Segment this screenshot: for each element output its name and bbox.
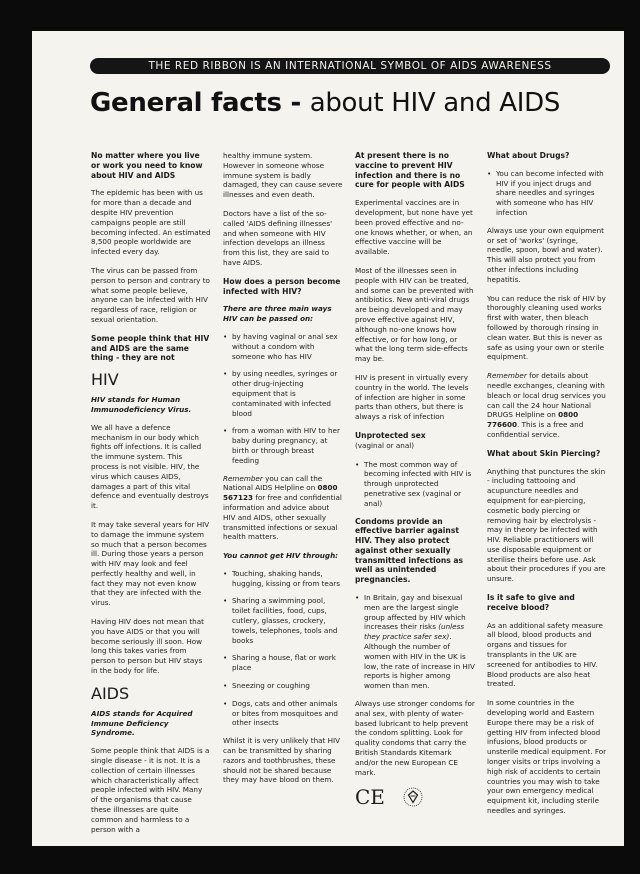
aids-definition: AIDS stands for Acquired Immune Deficiency Syndrome.: [91, 708, 193, 738]
list-item: [355, 593, 475, 691]
myth-heading: Some people think that HIV and AIDS are the same thing - they are not: [91, 333, 210, 363]
hiv-heading: HIV: [91, 370, 119, 390]
cannot-subheading: You cannot get HIV through:: [223, 551, 339, 561]
ce-mark-icon: CE: [355, 785, 385, 810]
column-1: [91, 151, 211, 841]
helpline-text-end: for free and confidential information and advice about HIV and AIDS, other sexually transmitted infections or sexual health matters.: [223, 493, 342, 542]
intro-paragraph-2: The virus can be passed from person to person and contrary to what some people believe, anyone can be infected with HIV regardless of race, religion or sexual orientation.: [91, 265, 210, 324]
list-item: • Sharing a swimming pool, toilet facilities, food, cups, cutlery, glasses, crockery, towels, telephones, tools and books: [223, 596, 343, 645]
list-item: • Sharing a house, flat or work place: [223, 653, 343, 673]
list-item: • The most common way of becoming infected with HIV is through unprotected penetrative sex (vaginal or anal): [355, 460, 475, 509]
drugs-heading: What about Drugs?: [487, 151, 570, 160]
title-thin: about HIV and AIDS: [309, 88, 561, 118]
unprotected-list: [355, 460, 475, 509]
transmission-heading: How does a person become infected with HIV?: [223, 276, 341, 296]
helpline-text-end: . This is a free and confidential service.: [487, 420, 584, 439]
drugs-list: [487, 169, 607, 218]
certification-marks: [355, 786, 475, 808]
aids-paragraph-1: Some people think that AIDS is a single disease - it is not. It is a collection of certain illnesses which characteristically affect people infected with HIV. Many of the organisms that cause these illnesses are quite common and harmless to a person with a: [91, 746, 210, 834]
treatment-paragraph: Most of the illnesses seen in people with HIV can be treated, and some can be prevented with antibiotics. New anti-viral drugs are being developed and may prove effective against HIV, although no-one knows how effective, or for how long, or what the long term side-effects may be.: [355, 265, 474, 364]
list-item: • Touching, shaking hands, hugging, kissing or from tears: [223, 569, 343, 589]
blood-heading: Is it safe to give and receive blood?: [487, 593, 575, 612]
helpline-text: you can call the National AIDS Helpline on: [223, 473, 323, 493]
column-3: [355, 151, 475, 841]
page-title: [90, 85, 610, 121]
list-item: • from a woman with HIV to her baby during pregnancy, at birth or through breast feeding: [223, 426, 343, 465]
condom-advice-paragraph: Always use stronger condoms for anal sex, with plenty of water-based lubricant to help prevent the condom splitting. Look for quality condoms that carry the British Standards Kitemark and/or the new European CE mark.: [355, 699, 475, 777]
transmission-list: [223, 332, 343, 466]
britain-text: In Britain, gay and bisexual men are the largest single group affected by HIV which increases their risks: [364, 593, 466, 632]
leaflet-page: [32, 31, 624, 846]
helpline-text: for details about needle exchanges, cleaning with bleach or local drug services you can call the 24 hour National DRUGS Helpline on: [487, 371, 606, 420]
intro-heading: No matter where you live or work you need to know about HIV and AIDS: [91, 151, 203, 180]
list-item: • by having vaginal or anal sex without a condom with someone who has HIV: [223, 332, 343, 361]
list-item: • Sneezing or coughing: [223, 681, 343, 691]
aids-helpline-paragraph: [223, 474, 343, 543]
column-2: [223, 151, 343, 841]
remember-label: Remember: [223, 473, 263, 483]
hiv-paragraph-2: It may take several years for HIV to damage the immune system so much that a person becomes ill. During those years a person with HIV may look and feel perfectly healthy and well, in fact they may not even know that they are infected with the virus.: [91, 519, 210, 608]
remember-label: Remember: [487, 371, 527, 381]
cannot-list: [223, 569, 343, 728]
piercing-heading: What about Skin Piercing?: [487, 448, 601, 458]
own-equipment-paragraph: Always use your own equipment or set of 'works' (syringe, needle, spoon, bowl and water). This will also protect you from other infections including hepatitis.: [487, 225, 604, 284]
travel-paragraph: In some countries in the developing world and Eastern Europe there may be a risk of getting HIV from infected blood infusions, blood products or unsterile medical equipment. For longer visits or trips involving a high risk of accidents to certain countries you may wish to take your own emergency medical equipment kit, including sterile needles and syringes.: [487, 698, 607, 816]
kitemark-icon: [403, 787, 423, 807]
aids-paragraph-2: healthy immune system. However in someone whose immune system is badly damaged, they can cause severe illnesses and even death.: [223, 151, 343, 200]
list-item: • by using needles, syringes or other drug-injecting equipment that is contaminated with infected blood: [223, 369, 343, 418]
hiv-paragraph-3: Having HIV does not mean that you have AIDS or that you will become seriously ill soon. How long this takes varies from person to person but HIV stays in the body for life.: [91, 617, 204, 676]
cleaning-paragraph: You can reduce the risk of HIV by thoroughly cleaning used works first with water, then bleach followed by thorough rinsing in clean water. But this is never as safe as using your own or sterile equipment.: [487, 293, 606, 362]
intro-paragraph-1: The epidemic has been with us for more than a decade and despite HIV prevention campaigns people are still becoming infected. An estimated 8,500 people worldwide are infected every day.: [91, 188, 211, 257]
screening-paragraph: As an additional safety measure all blood, blood products and organs and tissues for transplants in the UK are screened for antibodies to HIV. Blood products are also heat treated.: [487, 620, 603, 689]
three-ways-subheading: There are three main ways HIV can be passed on:: [223, 304, 332, 324]
hiv-definition: HIV stands for Human Immunodeficiency Virus.: [91, 395, 192, 414]
title-bold: General facts -: [90, 88, 310, 118]
hiv-paragraph-1: We all have a defence mechanism in our body which fights off infections. It is called the immune system. This process is not visible. HIV, the virus which causes AIDS, damages a part of this vital defence and eventually destroys it.: [91, 422, 209, 511]
razors-paragraph: Whilst it is very unlikely that HIV can be transmitted by sharing razors and toothbrushes, these should not be shared because they may have blood on them.: [223, 736, 341, 785]
unprotected-heading: Unprotected sex: [355, 430, 426, 440]
aids-heading: AIDS: [91, 683, 130, 703]
vaccine-paragraph: Experimental vaccines are in development, but none have yet been proved effective and no-one knows whether, or when, an effective vaccine will be available.: [355, 198, 473, 257]
column-4: [487, 151, 607, 841]
unprotected-subheading: (vaginal or anal): [355, 440, 415, 450]
red-ribbon-banner: THE RED RIBBON IS AN INTERNATIONAL SYMBOL OF AIDS AWARENESS: [90, 58, 610, 74]
aids-paragraph-3: Doctors have a list of the so-called 'AIDS defining illnesses' and when someone with HIV infection develops an illness from this list, they are said to have AIDS.: [223, 208, 333, 267]
vaccine-heading: At present there is no vaccine to prevent HIV infection and there is no cure for people with AIDS: [355, 151, 465, 190]
aids-helpline-number: 0800 567123: [223, 483, 338, 503]
safer-sex-note: (unless they practice safer sex): [364, 622, 465, 642]
drugs-helpline-number: 0800 776600: [487, 410, 579, 430]
piercing-paragraph: Anything that punctures the skin - including tattooing and acupuncture needles and equipment for ear-piercing, cosmetic body piercing or removing hair by electrolysis - may in theory be infected with HIV. Reliable practitioners will use disposable equipment or sterilise theirs before use. Ask about their procedures if you are unsure.: [487, 466, 606, 584]
list-item: • Dogs, cats and other animals or bites from mosquitoes and other insects: [223, 699, 343, 728]
condom-heading: Condoms provide an effective barrier against HIV. They also protect against other sexually transmitted infections as well as unintended pregnancies.: [355, 516, 464, 585]
worldwide-paragraph: HIV is present in virtually every country in the world. The levels of infection are higher in some parts than others, but there is always a risk of infection: [355, 372, 469, 422]
britain-text-end: . Although the number of women with HIV in the UK is low, the rate of increase in HIV reports is higher among women than men.: [364, 632, 475, 691]
list-item: • You can become infected with HIV if you inject drugs and share needles and syringes with someone who has HIV infection: [487, 169, 607, 218]
britain-list: [355, 593, 475, 691]
drugs-helpline-paragraph: [487, 371, 607, 440]
